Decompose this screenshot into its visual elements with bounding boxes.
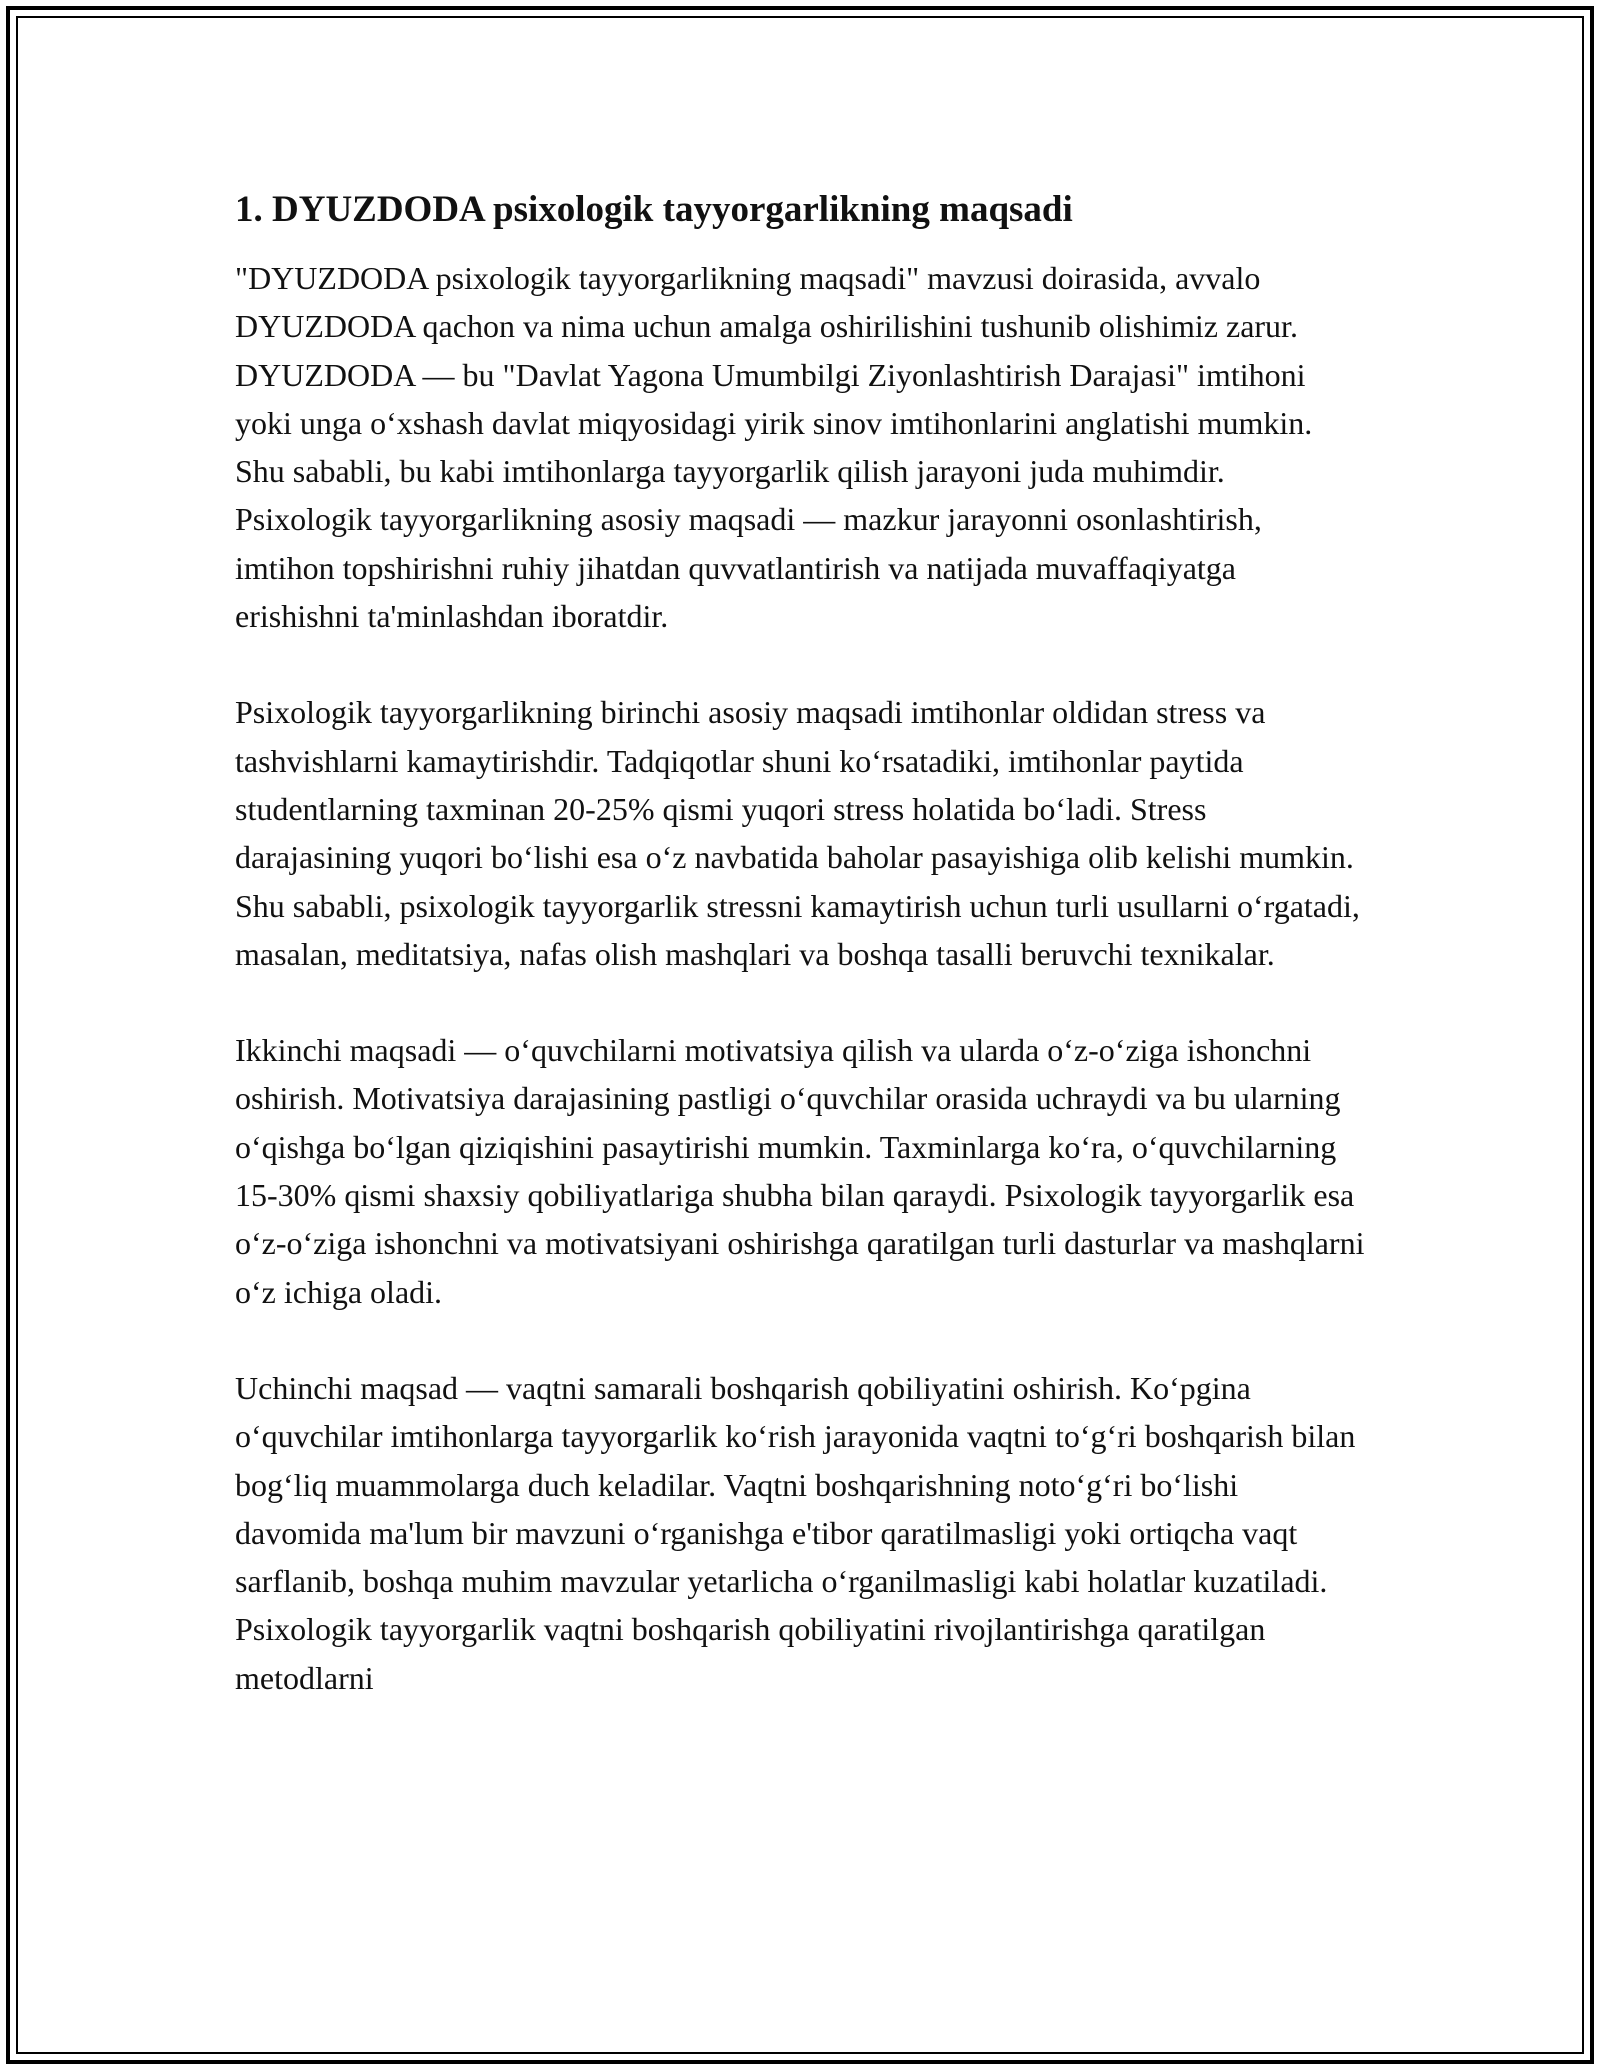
document-body [235, 186, 1365, 1750]
paragraph-4: Uchinchi maqsad — vaqtni samarali boshqarish qobiliyatini oshirish. Ko‘pgina o‘quvchilar imtihonlarga tayyorgarlik ko‘rish jarayonida vaqtni to‘g‘ri boshqarish bilan bog‘liq muammolarga duch keladilar. Vaqtni boshqarishning noto‘g‘ri bo‘lishi davomida ma'lum bir mavzuni o‘rganishga e'tibor qaratilmasligi yoki ortiqcha vaqt sarflanib, boshqa muhim mavzular yetarlicha o‘rganilmasligi kabi holatlar kuzatiladi. Psixologik tayyorgarlik vaqtni boshqarish qobiliyatini rivojlantirishga qaratilgan metodlarni [235, 1369, 1356, 1696]
paragraph-3: Ikkinchi maqsadi — o‘quvchilarni motivatsiya qilish va ularda o‘z-o‘ziga ishonchni oshirish. Motivatsiya darajasining pastligi o‘quvchilar orasida uchraydi va bu ularning o‘qishga bo‘lgan qiziqishini pasaytirishi mumkin. Taxminlarga ko‘ra, o‘quvchilarning 15-30% qismi shaxsiy qobiliyatlariga shubha bilan qaraydi. Psixologik tayyorgarlik esa o‘z-o‘ziga ishonchni va motivatsiyani oshirishga qaratilgan turli dasturlar va mashqlarni o‘z ichiga oladi. [235, 1032, 1365, 1310]
paragraph-1: "DYUZDODA psixologik tayyorgarlikning maqsadi" mavzusi doirasida, avvalo DYUZDODA qachon va nima uchun amalga oshirilishini tushunib olishimiz zarur. DYUZDODA — bu "Davlat Yagona Umumbilgi Ziyonlashtirish Darajasi" imtihoni yoki unga o‘xshash davlat miqyosidagi yirik sinov imtihonlarini anglatishi mumkin. Shu sababli, bu kabi imtihonlarga tayyorgarlik qilish jarayoni juda muhimdir. Psixologik tayyorgarlikning asosiy maqsadi — mazkur jarayonni osonlashtirish, imtihon topshirishni ruhiy jihatdan quvvatlantirish va natijada muvaffaqiyatga erishishni ta'minlashdan iboratdir. [235, 260, 1313, 635]
paragraph-2: Psixologik tayyorgarlikning birinchi asosiy maqsadi imtihonlar oldidan stress va tashvishlarni kamaytirishdir. Tadqiqotlar shuni ko‘rsatadiki, imtihonlar paytida studentlarning taxminan 20-25% qismi yuqori stress holatida bo‘ladi. Stress darajasining yuqori bo‘lishi esa o‘z navbatida baholar pasayishiga olib kelishi mumkin. Shu sababli, psixologik tayyorgarlik stressni kamaytirish uchun turli usullarni o‘rgatadi, masalan, meditatsiya, nafas olish mashqlari va boshqa tasalli beruvchi texnikalar. [235, 694, 1360, 972]
document-heading: 1. DYUZDODA psixologik tayyorgarlikning maqsadi [235, 189, 1073, 230]
